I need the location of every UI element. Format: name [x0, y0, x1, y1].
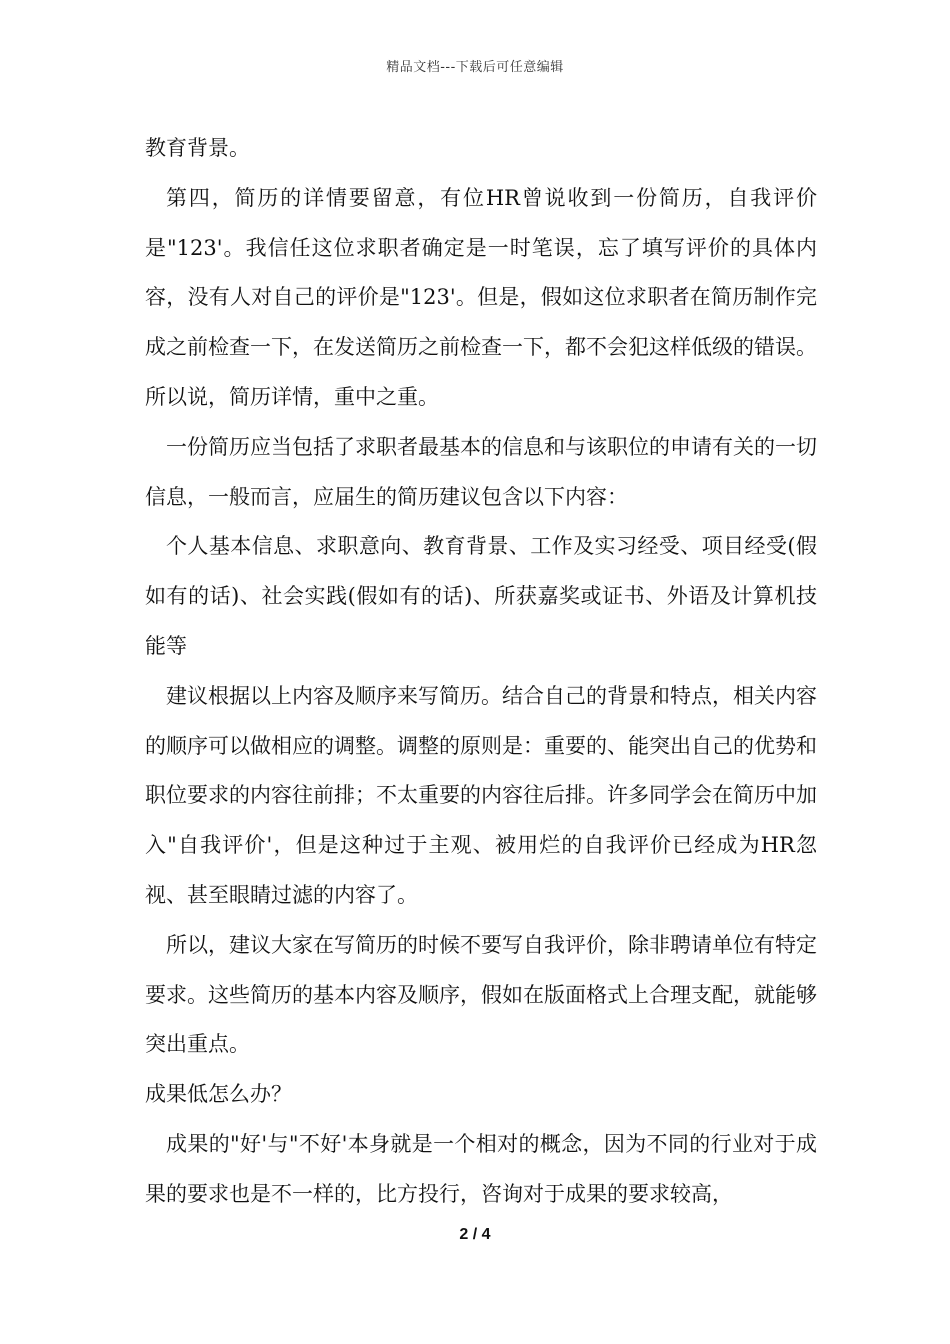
paragraph: 成果的"好'与"不好'本身就是一个相对的概念，因为不同的行业对于成果的要求也是不一样的，比方投行，咨询对于成果的要求较高， [145, 1131, 817, 1206]
document-body [145, 124, 817, 1220]
paragraph: 第四，简历的详情要留意，有位HR曾说收到一份简历，自我评价是"123'。我信任这位求职者确定是一时笔误，忘了填写评价的具体内容，没有人对自己的评价是"123'。但是，假如这位求职者在简历制作完成之前检查一下，在发送简历之前检查一下，都不会犯这样低级的错误。所以说，简历详情，重中之重。 [145, 185, 817, 409]
page-header: 精品文档---下载后可任意编辑 [386, 60, 564, 75]
paragraph: 建议根据以上内容及顺序来写简历。结合自己的背景和特点，相关内容的顺序可以做相应的调整。调整的原则是：重要的、能突出自己的优势和职位要求的内容往前排；不太重要的内容往后排。许多同学会在简历中加入"自我评价'，但是这种过于主观、被用烂的自我评价已经成为HR忽视、甚至眼睛过滤的内容了。 [145, 683, 817, 907]
paragraph: 个人基本信息、求职意向、教育背景、工作及实习经受、项目经受(假如有的话)、社会实践(假如有的话)、所获嘉奖或证书、外语及计算机技能等 [145, 534, 817, 658]
paragraph: 一份简历应当包括了求职者最基本的信息和与该职位的申请有关的一切信息，一般而言，应届生的简历建议包含以下内容： [145, 434, 817, 509]
paragraph: 所以，建议大家在写简历的时候不要写自我评价，除非聘请单位有特定要求。这些简历的基本内容及顺序，假如在版面格式上合理支配，就能够突出重点。 [145, 932, 817, 1057]
section-heading: 成果低怎么办？ [145, 1082, 292, 1107]
page-number: 2 / 4 [459, 1226, 491, 1243]
paragraph: 教育背景。 [145, 136, 250, 160]
